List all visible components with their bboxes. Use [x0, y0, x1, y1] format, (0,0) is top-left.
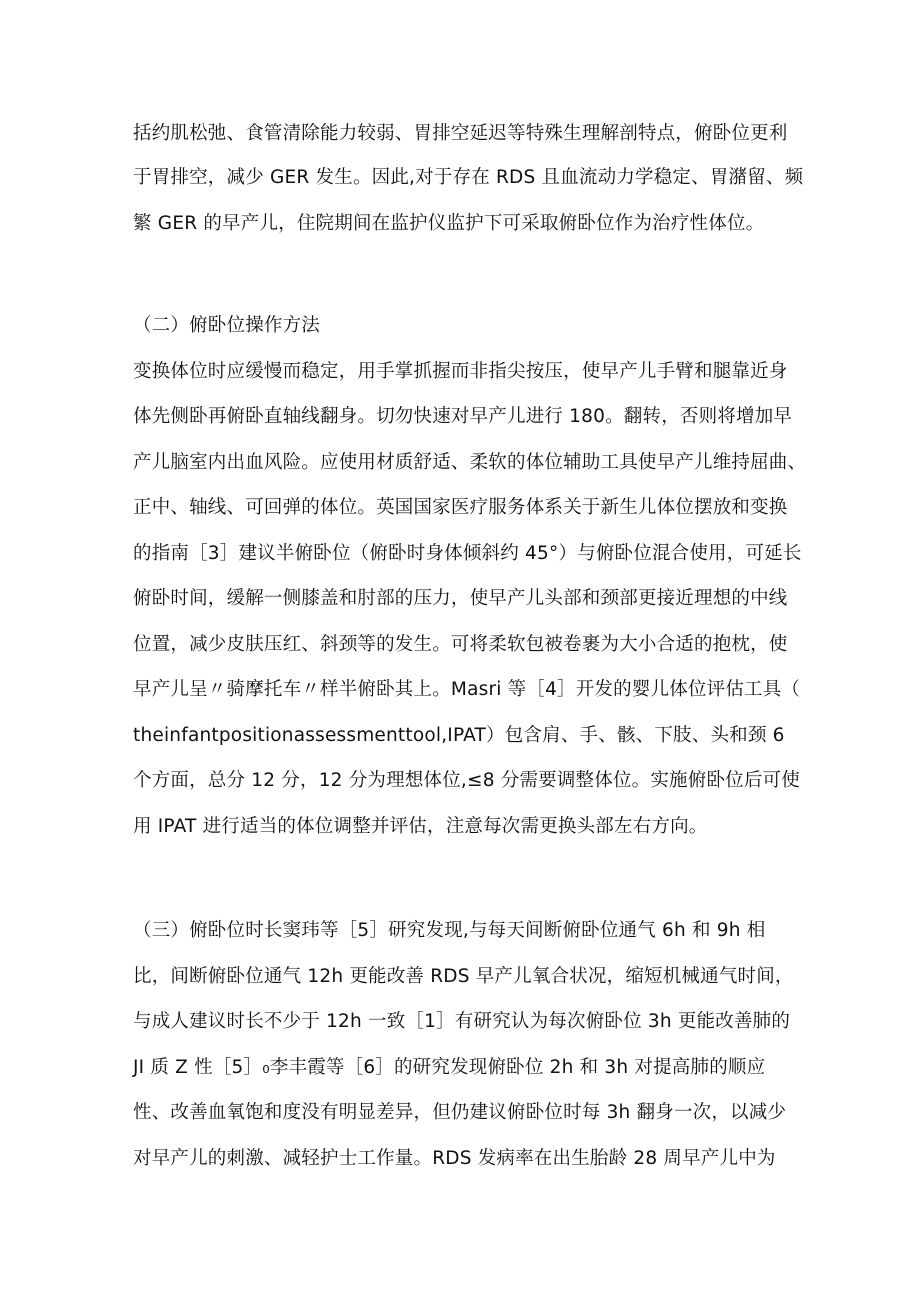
text-line: 繁 GER 的早产儿，住院期间在监护仪监护下可采取俯卧位作为治疗性体位。	[133, 213, 765, 234]
text-line: 对早产儿的刺激、减轻护士工作量。RDS 发病率在出生胎龄 28 周早产儿中为	[133, 1148, 776, 1169]
text-line: 比，间断俯卧位通气 12h 更能改善 RDS 早产儿氧合状况，缩短机械通气时间，	[133, 966, 794, 987]
text-line: 括约肌松弛、食管清除能力较弱、胃排空延迟等特殊生理解剖特点，俯卧位更利	[133, 123, 788, 144]
text-line: 产儿脑室内出血风险。应使用材质舒适、柔软的体位辅助工具使早产儿维持屈曲、	[133, 452, 807, 473]
text-line: 与成人建议时长不少于 12h 一致［1］有研究认为每次俯卧位 3h 更能改善肺的	[133, 1011, 791, 1032]
section-heading-2: （二）俯卧位操作方法	[133, 315, 321, 336]
text-line: 位置，减少皮肤压红、斜颈等的发生。可将柔软包被卷裹为大小合适的抱枕，使	[133, 634, 788, 655]
text-line: 用 IPAT 进行适当的体位调整并评估，注意每次需更换头部左右方向。	[133, 816, 708, 837]
text-line: JI 质 Z 性［5］₀李丰霞等［6］的研究发现俯卧位 2h 和 3h 对提高肺的顺应	[133, 1057, 766, 1078]
text-line: 个方面，总分 12 分，12 分为理想体位,≤8 分需要调整体位。实施俯卧位后可使	[133, 770, 800, 791]
text-line: 于胃排空，减少 GER 发生。因此,对于存在 RDS 且血流动力学稳定、胃潴留、频	[133, 167, 804, 188]
text-line: 体先侧卧再俯卧直轴线翻身。切勿快速对早产儿进行 180。翻转，否则将增加早	[133, 406, 793, 427]
text-line: 早产儿呈〃骑摩托车〃样半俯卧其上。Masri 等［4］开发的婴儿体位评估工具（	[133, 679, 801, 700]
text-line: 正中、轴线、可回弹的体位。英国国家医疗服务体系关于新生儿体位摆放和变换	[133, 497, 788, 518]
text-line: （三）俯卧位时长窦玮等［5］研究发现,与每天间断俯卧位通气 6h 和 9h 相	[133, 920, 766, 941]
text-line: 俯卧时间，缓解一侧膝盖和肘部的压力，使早产儿头部和颈部更接近理想的中线	[133, 588, 788, 609]
text-line: theinfantpositionassessmenttool,IPAT）包含肩、手、骸、下肢、头和颈 6	[133, 725, 785, 746]
text-line: 变换体位时应缓慢而稳定，用手掌抓握而非指尖按压，使早产儿手臂和腿靠近身	[133, 361, 788, 382]
text-line: 性、改善血氧饱和度没有明显差异，但仍建议俯卧位时每 3h 翻身一次，以减少	[133, 1102, 787, 1123]
text-line: 的指南［3］建议半俯卧位（俯卧时身体倾斜约 45°）与俯卧位混合使用，可延长	[133, 543, 802, 564]
